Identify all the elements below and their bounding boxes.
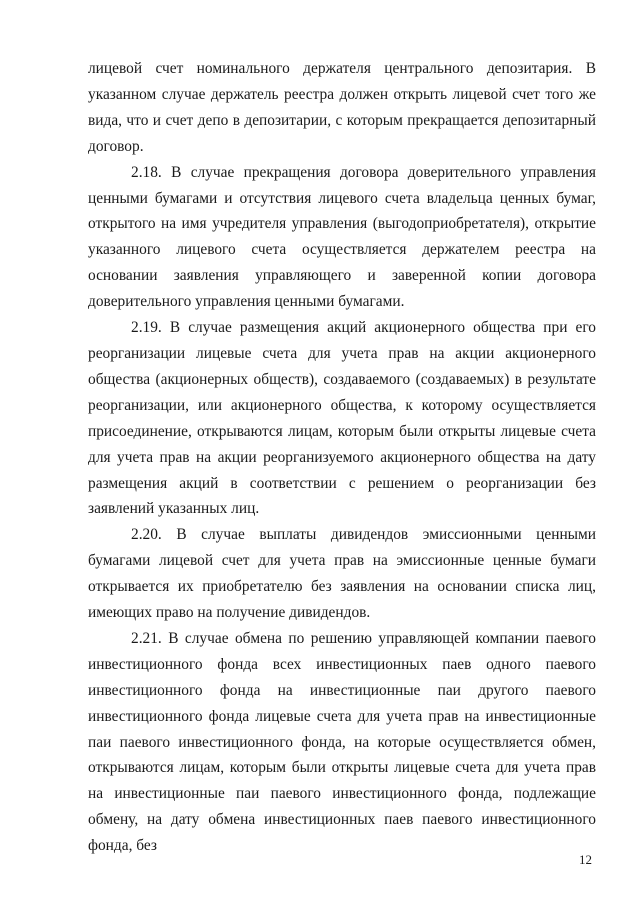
document-body (88, 56, 596, 859)
page-number: 12 (579, 852, 592, 867)
paragraph-2-20: 2.20. В случае выплаты дивидендов эмиссионными ценными бумагами лицевой счет для учета прав на эмиссионные ценные бумаги открывается их приобретателю без заявления на основании списка лиц, имеющих право на получение дивидендов. (88, 526, 596, 622)
paragraph-2-18: 2.18. В случае прекращения договора доверительного управления ценными бумагами и отсутствия лицевого счета владельца ценных бумаг, открытого на имя учредителя управления (выгодоприобретателя), открытие указанного лицевого счета осуществляется держателем реестра на основании заявления управляющего и заверенной копии договора доверительного управления ценными бумагами. (88, 163, 596, 311)
paragraph-2-21: 2.21. В случае обмена по решению управляющей компании паевого инвестиционного фонда всех инвестиционных паев одного паевого инвестиционного фонда на инвестиционные паи другого паевого инвестиционного фонда лицевые счета для учета прав на инвестиционные паи паевого инвестиционного фонда, на которые осуществляется обмен, открываются лицам, которым были открыты лицевые счета для учета прав на инвестиционные паи паевого инвестиционного фонда, подлежащие обмену, на дату обмена инвестиционных паев паевого инвестиционного фонда, без (88, 629, 596, 855)
paragraph-continuation: лицевой счет номинального держателя центрального депозитария. В указанном случае держатель реестра должен открыть лицевой счет того же вида, что и счет депо в депозитарии, с которым прекращается депозитарный договор. (88, 60, 596, 155)
paragraph-2-19: 2.19. В случае размещения акций акционерного общества при его реорганизации лицевые счета для учета прав на акции акционерного общества (акционерных обществ), создаваемого (создаваемых) в результате реорганизации, или акционерного общества, к которому осуществляется присоединение, открываются лицам, которым были открыты лицевые счета для учета прав на акции реорганизуемого акционерного общества на дату размещения акций в соответствии с решением о реорганизации без заявлений указанных лиц. (88, 319, 596, 518)
